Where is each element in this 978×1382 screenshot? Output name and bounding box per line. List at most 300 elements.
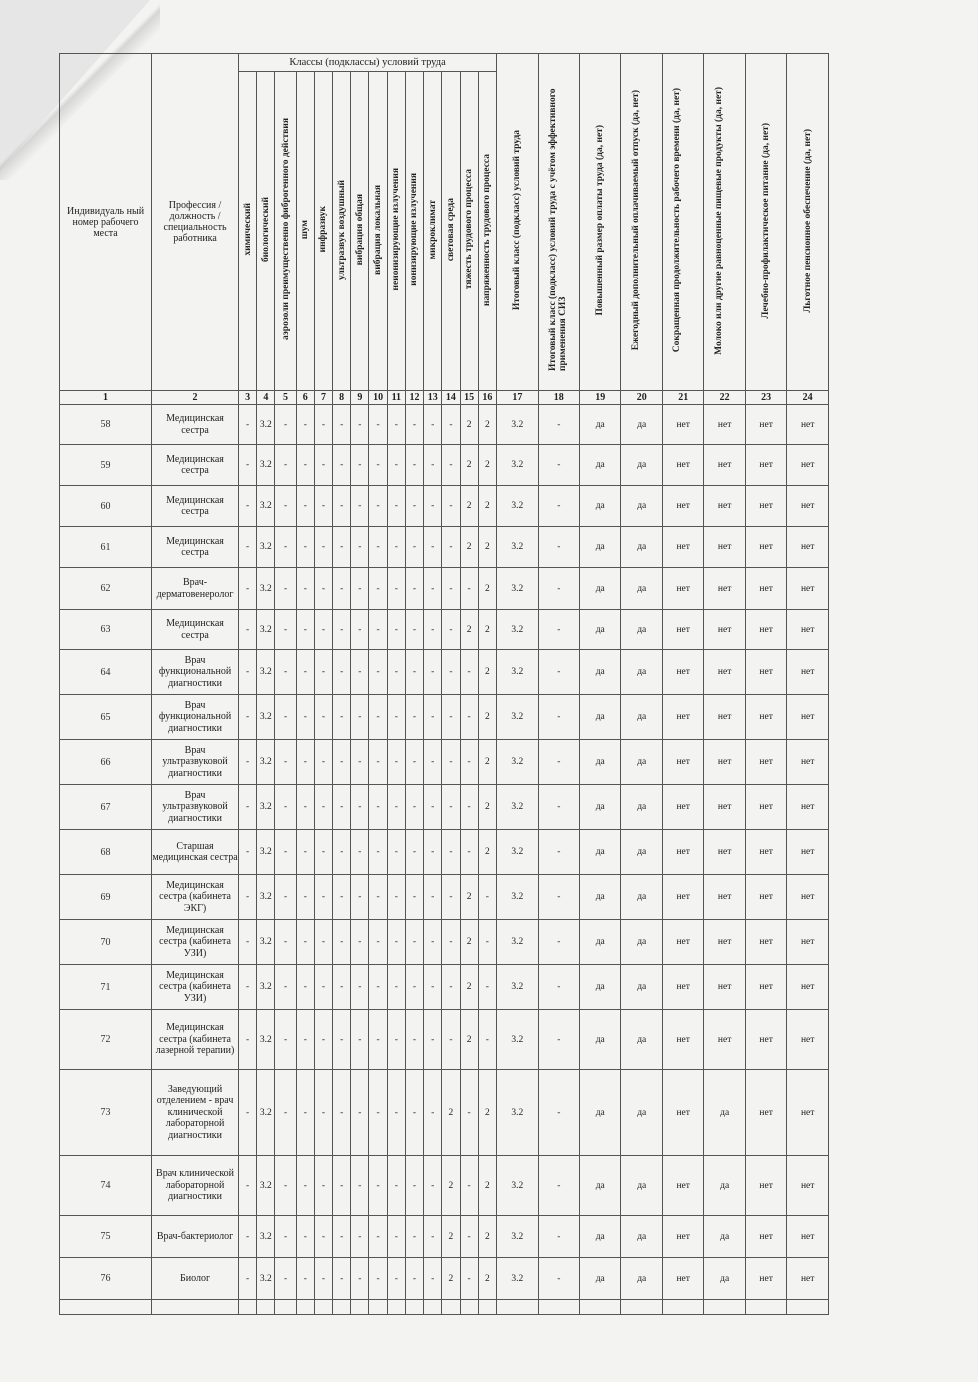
value-cell: -: [460, 1258, 478, 1300]
value-cell: -: [333, 875, 351, 920]
value-cell: нет: [787, 405, 829, 445]
value-cell: -: [460, 695, 478, 740]
value-cell: 2: [478, 1216, 496, 1258]
header-factor-microclimate: микроклимат: [424, 72, 442, 391]
empty-cell: [787, 1300, 829, 1315]
value-cell: нет: [704, 830, 745, 875]
value-cell: -: [424, 650, 442, 695]
value-cell: -: [442, 785, 460, 830]
column-number: 17: [497, 391, 538, 405]
header-factor-noise: шум: [296, 72, 314, 391]
value-cell: -: [333, 445, 351, 486]
value-cell: да: [704, 1156, 745, 1216]
value-cell: да: [704, 1258, 745, 1300]
workplace-number: 68: [60, 830, 152, 875]
value-cell: -: [442, 740, 460, 785]
empty-cell: [442, 1300, 460, 1315]
value-cell: -: [405, 405, 423, 445]
value-cell: -: [275, 445, 296, 486]
value-cell: нет: [704, 1010, 745, 1070]
value-cell: -: [424, 785, 442, 830]
value-cell: -: [538, 610, 579, 650]
value-cell: нет: [787, 695, 829, 740]
value-cell: нет: [787, 920, 829, 965]
column-number: 3: [239, 391, 257, 405]
workplace-number: 74: [60, 1156, 152, 1216]
value-cell: -: [275, 875, 296, 920]
profession-cell: Врач-дерматовенеролог: [152, 568, 239, 610]
value-cell: -: [538, 486, 579, 527]
value-cell: -: [333, 568, 351, 610]
value-cell: да: [580, 875, 621, 920]
profession-cell: Заведующий отделением - врач клинической лабораторной диагностики: [152, 1070, 239, 1156]
value-cell: нет: [745, 610, 786, 650]
value-cell: -: [239, 875, 257, 920]
value-cell: нет: [704, 486, 745, 527]
value-cell: 2: [478, 1258, 496, 1300]
value-cell: -: [275, 1010, 296, 1070]
header-factor-light: световая среда: [442, 72, 460, 391]
value-cell: 3.2: [497, 695, 538, 740]
column-number: 15: [460, 391, 478, 405]
value-cell: -: [405, 1010, 423, 1070]
value-cell: -: [296, 740, 314, 785]
value-cell: нет: [704, 740, 745, 785]
empty-cell: [745, 1300, 786, 1315]
value-cell: да: [621, 965, 662, 1010]
value-cell: -: [314, 1156, 332, 1216]
value-cell: -: [351, 650, 369, 695]
profession-cell: Врач ультразвуковой диагностики: [152, 740, 239, 785]
value-cell: 3.2: [497, 1156, 538, 1216]
value-cell: -: [275, 610, 296, 650]
value-cell: -: [405, 1070, 423, 1156]
value-cell: нет: [745, 875, 786, 920]
table-row: [60, 527, 829, 568]
value-cell: 3.2: [257, 1070, 275, 1156]
value-cell: -: [351, 785, 369, 830]
workplace-number: 64: [60, 650, 152, 695]
workplace-number: 67: [60, 785, 152, 830]
value-cell: да: [621, 920, 662, 965]
value-cell: -: [405, 568, 423, 610]
value-cell: -: [275, 1156, 296, 1216]
value-cell: 3.2: [497, 405, 538, 445]
profession-cell: Врач функциональной диагностики: [152, 650, 239, 695]
value-cell: нет: [745, 830, 786, 875]
value-cell: нет: [662, 965, 703, 1010]
value-cell: нет: [745, 527, 786, 568]
header-comp-leave: Ежегодный дополнительный оплачиваемый отпуск (да, нет): [621, 54, 662, 391]
value-cell: -: [314, 568, 332, 610]
value-cell: нет: [704, 965, 745, 1010]
value-cell: -: [333, 1258, 351, 1300]
value-cell: -: [387, 785, 405, 830]
value-cell: нет: [745, 486, 786, 527]
profession-cell: Медицинская сестра (кабинета ЭКГ): [152, 875, 239, 920]
value-cell: -: [314, 740, 332, 785]
value-cell: -: [538, 1258, 579, 1300]
table-row: [60, 445, 829, 486]
value-cell: да: [621, 1216, 662, 1258]
value-cell: -: [275, 965, 296, 1010]
value-cell: -: [387, 830, 405, 875]
value-cell: -: [314, 1258, 332, 1300]
value-cell: да: [621, 1070, 662, 1156]
workplace-number: 69: [60, 875, 152, 920]
value-cell: -: [424, 405, 442, 445]
value-cell: 2: [478, 527, 496, 568]
value-cell: -: [351, 1010, 369, 1070]
empty-cell: [662, 1300, 703, 1315]
column-number: 12: [405, 391, 423, 405]
column-number: 16: [478, 391, 496, 405]
value-cell: -: [239, 650, 257, 695]
value-cell: -: [387, 527, 405, 568]
value-cell: 3.2: [497, 445, 538, 486]
profession-cell: Медицинская сестра: [152, 405, 239, 445]
value-cell: -: [239, 445, 257, 486]
value-cell: да: [580, 1070, 621, 1156]
header-comp-pay: Повышенный размер оплаты труда (да, нет): [580, 54, 621, 391]
value-cell: нет: [787, 740, 829, 785]
value-cell: 2: [460, 527, 478, 568]
value-cell: -: [275, 740, 296, 785]
value-cell: нет: [787, 1216, 829, 1258]
value-cell: да: [621, 740, 662, 785]
value-cell: 3.2: [257, 1010, 275, 1070]
value-cell: -: [424, 1216, 442, 1258]
value-cell: нет: [787, 785, 829, 830]
value-cell: -: [478, 920, 496, 965]
profession-cell: Медицинская сестра: [152, 527, 239, 568]
value-cell: -: [296, 445, 314, 486]
value-cell: -: [239, 1070, 257, 1156]
value-cell: -: [424, 875, 442, 920]
value-cell: -: [424, 527, 442, 568]
value-cell: да: [580, 1010, 621, 1070]
empty-cell: [497, 1300, 538, 1315]
profession-cell: Врач функциональной диагностики: [152, 695, 239, 740]
value-cell: 3.2: [257, 965, 275, 1010]
value-cell: -: [314, 527, 332, 568]
value-cell: нет: [787, 568, 829, 610]
value-cell: 3.2: [497, 568, 538, 610]
value-cell: нет: [704, 527, 745, 568]
value-cell: нет: [745, 1216, 786, 1258]
value-cell: -: [442, 568, 460, 610]
value-cell: -: [538, 695, 579, 740]
value-cell: -: [405, 610, 423, 650]
value-cell: -: [333, 830, 351, 875]
value-cell: 2: [478, 1070, 496, 1156]
value-cell: -: [424, 740, 442, 785]
value-cell: -: [478, 1010, 496, 1070]
value-cell: нет: [787, 1156, 829, 1216]
value-cell: -: [314, 830, 332, 875]
header-factor-ultrasound: ультразвук воздушный: [333, 72, 351, 391]
value-cell: нет: [787, 830, 829, 875]
value-cell: -: [314, 965, 332, 1010]
value-cell: -: [369, 486, 387, 527]
value-cell: -: [314, 650, 332, 695]
value-cell: -: [369, 1010, 387, 1070]
value-cell: 3.2: [497, 920, 538, 965]
value-cell: -: [275, 527, 296, 568]
value-cell: да: [580, 568, 621, 610]
value-cell: -: [538, 445, 579, 486]
value-cell: -: [239, 965, 257, 1010]
value-cell: -: [239, 740, 257, 785]
value-cell: -: [387, 695, 405, 740]
value-cell: 3.2: [257, 568, 275, 610]
table-row: [60, 1156, 829, 1216]
value-cell: -: [442, 695, 460, 740]
table-row: [60, 486, 829, 527]
value-cell: -: [239, 527, 257, 568]
column-number: 18: [538, 391, 579, 405]
value-cell: да: [580, 486, 621, 527]
value-cell: -: [333, 785, 351, 830]
value-cell: -: [314, 1070, 332, 1156]
value-cell: -: [314, 875, 332, 920]
value-cell: -: [333, 695, 351, 740]
value-cell: -: [538, 1070, 579, 1156]
value-cell: -: [405, 527, 423, 568]
value-cell: нет: [745, 1070, 786, 1156]
value-cell: -: [387, 1156, 405, 1216]
value-cell: 2: [442, 1216, 460, 1258]
profession-cell: Медицинская сестра: [152, 486, 239, 527]
value-cell: -: [314, 1216, 332, 1258]
value-cell: нет: [662, 445, 703, 486]
value-cell: -: [387, 445, 405, 486]
value-cell: -: [538, 527, 579, 568]
value-cell: -: [538, 740, 579, 785]
workplace-number: 70: [60, 920, 152, 965]
value-cell: -: [351, 965, 369, 1010]
value-cell: 3.2: [497, 1070, 538, 1156]
value-cell: нет: [745, 445, 786, 486]
header-factor-intensity: напряженность трудового процесса: [478, 72, 496, 391]
value-cell: -: [296, 610, 314, 650]
value-cell: 2: [478, 486, 496, 527]
profession-cell: Врач-бактериолог: [152, 1216, 239, 1258]
value-cell: -: [296, 650, 314, 695]
value-cell: -: [369, 568, 387, 610]
value-cell: -: [405, 695, 423, 740]
value-cell: -: [275, 695, 296, 740]
column-number: 2: [152, 391, 239, 405]
header-final-class-siz: Итоговый класс (подкласс) условий труда с учётом эффективного применения СИЗ: [538, 54, 579, 391]
value-cell: -: [538, 405, 579, 445]
value-cell: -: [387, 486, 405, 527]
value-cell: 2: [442, 1070, 460, 1156]
value-cell: -: [351, 740, 369, 785]
empty-cell: [580, 1300, 621, 1315]
value-cell: -: [275, 1258, 296, 1300]
value-cell: -: [275, 785, 296, 830]
table-row: [60, 875, 829, 920]
value-cell: 3.2: [497, 875, 538, 920]
value-cell: нет: [704, 445, 745, 486]
value-cell: да: [621, 785, 662, 830]
table-row: [60, 695, 829, 740]
value-cell: -: [333, 1156, 351, 1216]
value-cell: да: [580, 830, 621, 875]
value-cell: -: [239, 920, 257, 965]
value-cell: -: [296, 785, 314, 830]
empty-cell: [296, 1300, 314, 1315]
value-cell: нет: [662, 920, 703, 965]
value-cell: -: [296, 695, 314, 740]
value-cell: да: [621, 650, 662, 695]
workplace-number: 71: [60, 965, 152, 1010]
value-cell: -: [296, 1070, 314, 1156]
header-classes-group: Классы (подклассы) условий труда: [239, 54, 497, 72]
value-cell: да: [580, 405, 621, 445]
value-cell: -: [239, 785, 257, 830]
value-cell: да: [621, 1156, 662, 1216]
value-cell: -: [369, 527, 387, 568]
column-number: 11: [387, 391, 405, 405]
workplace-number: 61: [60, 527, 152, 568]
column-number: 13: [424, 391, 442, 405]
value-cell: нет: [704, 650, 745, 695]
value-cell: -: [351, 1216, 369, 1258]
value-cell: нет: [704, 785, 745, 830]
value-cell: -: [275, 568, 296, 610]
value-cell: -: [460, 1070, 478, 1156]
value-cell: да: [621, 486, 662, 527]
value-cell: -: [369, 405, 387, 445]
profession-cell: Врач клинической лабораторной диагностики: [152, 1156, 239, 1216]
value-cell: нет: [787, 445, 829, 486]
value-cell: -: [369, 1258, 387, 1300]
value-cell: 3.2: [497, 965, 538, 1010]
value-cell: 3.2: [497, 610, 538, 650]
value-cell: да: [621, 405, 662, 445]
value-cell: да: [621, 875, 662, 920]
value-cell: 2: [478, 568, 496, 610]
table-row: [60, 650, 829, 695]
column-number: 21: [662, 391, 703, 405]
value-cell: нет: [662, 650, 703, 695]
value-cell: нет: [787, 527, 829, 568]
table-row: [60, 405, 829, 445]
value-cell: да: [580, 1216, 621, 1258]
value-cell: -: [478, 875, 496, 920]
value-cell: нет: [745, 920, 786, 965]
empty-cell: [387, 1300, 405, 1315]
value-cell: -: [387, 875, 405, 920]
value-cell: нет: [704, 695, 745, 740]
value-cell: -: [460, 785, 478, 830]
value-cell: -: [351, 830, 369, 875]
value-cell: нет: [745, 785, 786, 830]
value-cell: -: [351, 486, 369, 527]
value-cell: нет: [787, 486, 829, 527]
value-cell: -: [314, 445, 332, 486]
value-cell: -: [460, 1216, 478, 1258]
value-cell: -: [333, 1216, 351, 1258]
value-cell: -: [351, 568, 369, 610]
value-cell: -: [239, 486, 257, 527]
value-cell: -: [333, 1010, 351, 1070]
value-cell: -: [369, 1070, 387, 1156]
value-cell: 3.2: [257, 610, 275, 650]
value-cell: нет: [662, 740, 703, 785]
value-cell: -: [424, 830, 442, 875]
profession-cell: Медицинская сестра: [152, 445, 239, 486]
table-row: [60, 830, 829, 875]
value-cell: 3.2: [257, 920, 275, 965]
value-cell: -: [442, 965, 460, 1010]
workplace-number: 62: [60, 568, 152, 610]
value-cell: -: [442, 610, 460, 650]
value-cell: нет: [704, 610, 745, 650]
value-cell: нет: [787, 875, 829, 920]
value-cell: -: [369, 650, 387, 695]
value-cell: нет: [662, 405, 703, 445]
value-cell: 3.2: [257, 740, 275, 785]
table-row: [60, 1216, 829, 1258]
value-cell: -: [369, 1156, 387, 1216]
value-cell: -: [387, 740, 405, 785]
value-cell: -: [424, 1070, 442, 1156]
value-cell: 3.2: [257, 875, 275, 920]
value-cell: -: [442, 650, 460, 695]
column-number: 5: [275, 391, 296, 405]
value-cell: 2: [460, 486, 478, 527]
value-cell: да: [580, 527, 621, 568]
value-cell: -: [239, 610, 257, 650]
value-cell: 2: [442, 1258, 460, 1300]
value-cell: -: [424, 1258, 442, 1300]
value-cell: нет: [662, 695, 703, 740]
value-cell: нет: [662, 830, 703, 875]
value-cell: нет: [704, 875, 745, 920]
empty-cell: [351, 1300, 369, 1315]
table-body: [60, 405, 829, 1300]
value-cell: 2: [460, 965, 478, 1010]
column-number: 23: [745, 391, 786, 405]
value-cell: -: [424, 1156, 442, 1216]
column-number: 6: [296, 391, 314, 405]
table-row-partial: [60, 1300, 829, 1315]
value-cell: 3.2: [257, 1156, 275, 1216]
empty-cell: [257, 1300, 275, 1315]
value-cell: да: [621, 830, 662, 875]
value-cell: -: [275, 405, 296, 445]
value-cell: -: [296, 920, 314, 965]
value-cell: -: [351, 1258, 369, 1300]
value-cell: нет: [704, 568, 745, 610]
value-cell: -: [239, 568, 257, 610]
value-cell: нет: [662, 1258, 703, 1300]
value-cell: -: [296, 568, 314, 610]
value-cell: -: [478, 965, 496, 1010]
value-cell: -: [333, 650, 351, 695]
value-cell: -: [369, 695, 387, 740]
value-cell: да: [621, 445, 662, 486]
value-cell: -: [296, 1156, 314, 1216]
value-cell: -: [460, 650, 478, 695]
value-cell: нет: [745, 1010, 786, 1070]
value-cell: -: [314, 695, 332, 740]
value-cell: 3.2: [497, 486, 538, 527]
value-cell: да: [580, 650, 621, 695]
